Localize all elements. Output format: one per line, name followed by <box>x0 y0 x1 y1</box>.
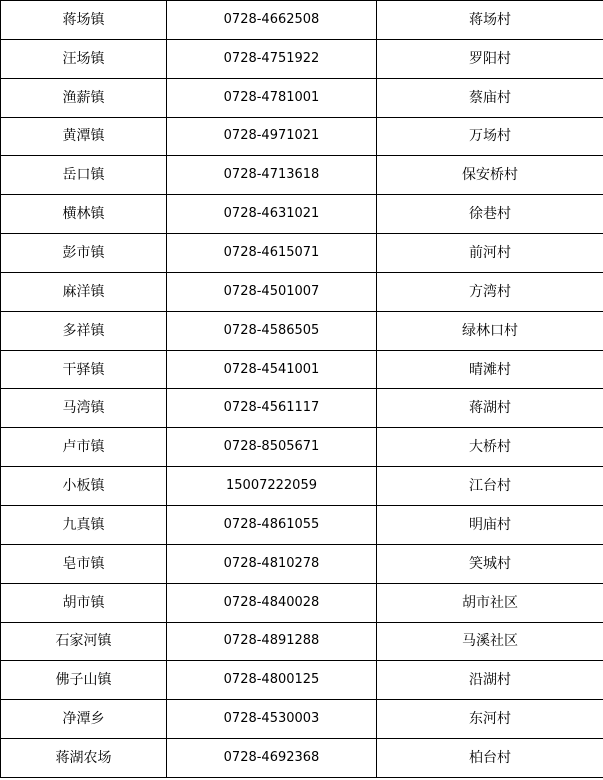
town-cell: 卢市镇 <box>1 428 167 467</box>
table-row <box>1 350 603 389</box>
table-row <box>1 661 603 700</box>
town-cell: 马湾镇 <box>1 389 167 428</box>
village-cell: 万场村 <box>377 117 603 156</box>
table-row <box>1 1 603 40</box>
village-cell: 徐巷村 <box>377 195 603 234</box>
phone-cell: 0728-4692368 <box>167 739 377 778</box>
table-row <box>1 505 603 544</box>
village-cell: 保安桥村 <box>377 156 603 195</box>
table-row <box>1 583 603 622</box>
village-cell: 晴滩村 <box>377 350 603 389</box>
village-cell: 罗阳村 <box>377 39 603 78</box>
village-cell: 明庙村 <box>377 505 603 544</box>
town-cell: 彭市镇 <box>1 234 167 273</box>
village-cell: 蔡庙村 <box>377 78 603 117</box>
village-cell: 蒋场村 <box>377 1 603 40</box>
village-cell: 方湾村 <box>377 272 603 311</box>
phone-cell: 0728-8505671 <box>167 428 377 467</box>
table-row <box>1 234 603 273</box>
phone-cell: 0728-4810278 <box>167 544 377 583</box>
village-cell: 东河村 <box>377 700 603 739</box>
village-cell: 柏台村 <box>377 739 603 778</box>
village-cell: 马溪社区 <box>377 622 603 661</box>
village-cell: 前河村 <box>377 234 603 273</box>
phone-cell: 0728-4751922 <box>167 39 377 78</box>
town-cell: 横林镇 <box>1 195 167 234</box>
village-cell: 沿湖村 <box>377 661 603 700</box>
phone-cell: 0728-4530003 <box>167 700 377 739</box>
village-cell: 笑城村 <box>377 544 603 583</box>
phone-cell: 15007222059 <box>167 467 377 506</box>
village-cell: 大桥村 <box>377 428 603 467</box>
village-cell: 蒋湖村 <box>377 389 603 428</box>
phone-cell: 0728-4861055 <box>167 505 377 544</box>
table-row <box>1 195 603 234</box>
table-row <box>1 311 603 350</box>
town-cell: 多祥镇 <box>1 311 167 350</box>
table-row <box>1 428 603 467</box>
phone-cell: 0728-4501007 <box>167 272 377 311</box>
village-cell: 江台村 <box>377 467 603 506</box>
phone-cell: 0728-4781001 <box>167 78 377 117</box>
phone-cell: 0728-4971021 <box>167 117 377 156</box>
village-cell: 胡市社区 <box>377 583 603 622</box>
town-cell: 汪场镇 <box>1 39 167 78</box>
town-cell: 佛子山镇 <box>1 661 167 700</box>
table-row <box>1 272 603 311</box>
phone-cell: 0728-4840028 <box>167 583 377 622</box>
town-cell: 渔薪镇 <box>1 78 167 117</box>
phone-cell: 0728-4713618 <box>167 156 377 195</box>
town-cell: 岳口镇 <box>1 156 167 195</box>
table-row <box>1 39 603 78</box>
town-cell: 蒋湖农场 <box>1 739 167 778</box>
town-cell: 皂市镇 <box>1 544 167 583</box>
table-row <box>1 389 603 428</box>
village-cell: 绿林口村 <box>377 311 603 350</box>
table-row <box>1 117 603 156</box>
phone-cell: 0728-4631021 <box>167 195 377 234</box>
town-cell: 石家河镇 <box>1 622 167 661</box>
town-cell: 蒋场镇 <box>1 1 167 40</box>
phone-cell: 0728-4541001 <box>167 350 377 389</box>
table-row <box>1 700 603 739</box>
table-row <box>1 156 603 195</box>
town-cell: 黄潭镇 <box>1 117 167 156</box>
contact-table-body <box>1 1 603 778</box>
phone-cell: 0728-4800125 <box>167 661 377 700</box>
table-row <box>1 467 603 506</box>
town-cell: 干驿镇 <box>1 350 167 389</box>
phone-cell: 0728-4662508 <box>167 1 377 40</box>
table-row <box>1 544 603 583</box>
table-row <box>1 739 603 778</box>
table-row <box>1 78 603 117</box>
town-cell: 胡市镇 <box>1 583 167 622</box>
town-cell: 净潭乡 <box>1 700 167 739</box>
table-row <box>1 622 603 661</box>
town-cell: 九真镇 <box>1 505 167 544</box>
phone-cell: 0728-4891288 <box>167 622 377 661</box>
phone-cell: 0728-4586505 <box>167 311 377 350</box>
town-cell: 麻洋镇 <box>1 272 167 311</box>
town-cell: 小板镇 <box>1 467 167 506</box>
phone-cell: 0728-4615071 <box>167 234 377 273</box>
phone-cell: 0728-4561117 <box>167 389 377 428</box>
